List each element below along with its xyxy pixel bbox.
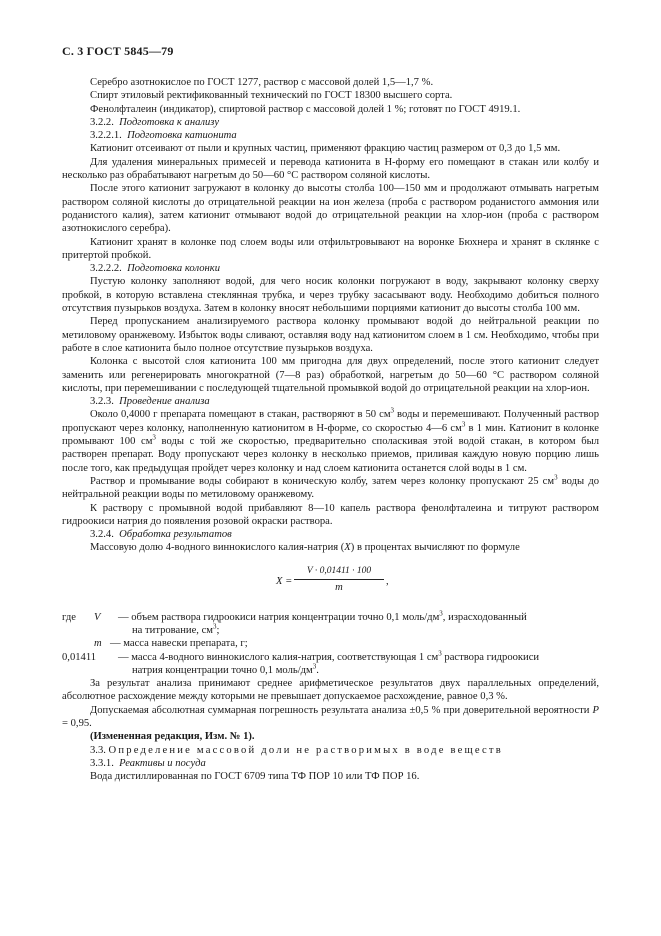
- paragraph: Перед пропусканием анализируемого раствора колонку промывают водой до нейтральной реакции по метиловому оранжевому. Избыток воды сливают, оставляя воду над катионитом слоем в 1 см. Необходимо, чтобы при работе в слое катионита было полное отсутствие пузырьков воздуха.: [62, 316, 599, 354]
- text-run: ) в процентах вычисляют по формуле: [350, 542, 520, 554]
- text-run: — объем раствора гидроокиси натрия концентрации точно 0,1 моль/дм: [118, 611, 440, 623]
- text-run: Массовую долю 4-водного виннокислого калия-натрия (: [90, 542, 345, 554]
- amendment-note: (Измененная редакция, Изм. № 1).: [90, 731, 255, 743]
- page-header: С. 3 ГОСТ 5845—79: [62, 44, 174, 58]
- paragraph: Катионит отсеивают от пыли и крупных частиц, применяют фракцию частиц размером от 0,3 до 1,5 мм.: [90, 143, 561, 155]
- legend-symbol: V: [94, 611, 101, 623]
- document-body: [62, 76, 599, 784]
- superscript: 3: [438, 649, 442, 658]
- section-number: 3.3.1.: [90, 757, 114, 769]
- paragraph: [62, 541, 599, 554]
- formula-numerator: V · 0,01411 · 100: [294, 565, 384, 580]
- text-run: Допускаемая абсолютная суммарная погрешность результата анализа ±0,5 % при доверительной вероятности: [90, 704, 593, 716]
- superscript: 3: [152, 433, 156, 442]
- section-title: Обработка результатов: [119, 529, 232, 541]
- legend-constant: 0,01411: [62, 651, 97, 663]
- paragraph: [62, 475, 599, 502]
- superscript: 3: [312, 662, 317, 671]
- paragraph: Фенолфталеин (индикатор), спиртовой раствор с массовой долей 1 %; готовят по ГОСТ 4919.1.: [90, 103, 521, 115]
- paragraph: Спирт этиловый ректификованный технический по ГОСТ 18300 высшего сорта.: [90, 90, 453, 102]
- section-number: 3.2.2.: [90, 116, 114, 128]
- section-title: Подготовка колонки: [127, 263, 220, 275]
- legend-row-m: [62, 637, 599, 650]
- legend-label: где: [62, 611, 76, 623]
- legend-row-v: [62, 611, 599, 638]
- text-run: раствора гидроокиси: [441, 651, 540, 663]
- section-title: Проведение анализа: [119, 396, 210, 408]
- text-run: — масса 4-водного виннокислого калия-натрия, соответствующая 1 см: [118, 651, 439, 663]
- text-run: Около 0,4000 г препарата помещают в стакан, растворяют в 50 см: [90, 409, 391, 421]
- section-title: Реактивы и посуда: [119, 757, 206, 769]
- section-number: 3.2.2.2.: [90, 263, 122, 275]
- section-title: Подготовка катионита: [127, 130, 237, 142]
- legend-row-const: [62, 651, 599, 678]
- text-run: в 1 мин. Катионит в колонке промывают 100 см: [62, 422, 600, 448]
- paragraph: Для удаления минеральных примесей и перевода катионита в Н-форму его помещают в стакан или колбу и несколько раз обрабатывают нагретым до 50—60 °С раствором соляной кислоты.: [62, 156, 599, 182]
- paragraph: Вода дистиллированная по ГОСТ 6709 типа ТФ ПОР 10 или ТФ ПОР 16.: [90, 771, 420, 783]
- paragraph: Колонка с высотой слоя катионита 100 мм пригодна для двух определений, после этого катионит следует заменить или регенерировать многократной (7—8 раз) обработкой, нагретым до 50—60 °С раствором соляной кислоты, при перемешивании с последующей тщательной промывкой водой до отрицательной реакции на хлор-ион.: [62, 356, 599, 394]
- paragraph: После этого катионит загружают в колонку до высоты столба 100—150 мм и продолжают отмывать нагретым раствором соляной кислоты до отрицательной реакции на ион железа (проба с раствором роданистого аммония или роданистого калия), затем катионит отмывают водой до отрицательной реакции на хлор-ион (проба с раствором азотнокислого серебра).: [62, 183, 599, 235]
- formula: [62, 561, 599, 605]
- paragraph: [62, 408, 599, 474]
- superscript: 3: [439, 609, 443, 618]
- formula-comma: ,: [386, 575, 389, 587]
- paragraph: [62, 704, 599, 731]
- text-run: — масса навески препарата, г;: [110, 638, 248, 650]
- formula-fraction: [294, 565, 384, 595]
- paragraph: Пустую колонку заполняют водой, для чего носик колонки погружают в воду, закрывают колонку сверху пробкой, в которую вставлена стеклянная трубка, и через трубку засасывают воду. Необходимо добиться полного отсутствия пузырьков воздуха. Затем в колонку вносят небольшими порциями катионит до высоты столба 100 мм.: [62, 276, 599, 315]
- paragraph: За результат анализа принимают среднее арифметическое результатов двух параллельных определений, абсолютное расхождение между которыми не превышает допускаемое расхождение, равное 0,3 %.: [62, 678, 599, 703]
- paragraph: Катионит хранят в колонке под слоем воды или отфильтровывают на воронке Бюхнера и хранят в склянке с притертой пробкой.: [62, 236, 599, 261]
- text-run: , израсходованный: [442, 611, 527, 623]
- symbol-p: P: [592, 704, 599, 716]
- text-run: ;: [216, 624, 220, 636]
- text-run: на титрование, см: [132, 624, 213, 636]
- section-number: 3.2.4.: [90, 529, 114, 541]
- section-heading-3-2-4: [62, 528, 599, 541]
- paragraph: К раствору с промывной водой прибавляют 8—10 капель раствора фенолфталеина и титруют раствором гидроокиси натрия до появления розовой окраски раствора.: [62, 502, 599, 527]
- text-run: воды с той же скоростью, предварительно споласкивая этой водой стакан, в котором был растворен препарат. Воду пропускают через колонку в несколько приемов, приливая каждую новую порцию лишь после того, как предыдущая пройдет через колонку и над слоем катионита останется слой воды в 1 см.: [62, 436, 599, 474]
- section-heading-3-2-2-2: [62, 262, 599, 275]
- text-run: Раствор и промывание воды собирают в коническую колбу, затем через колонку пропускают 25 см: [90, 475, 555, 487]
- text-run: натрия концентрации точно 0,1 моль/дм: [132, 664, 313, 676]
- text-run: воды до нейтральной реакции воды по метиловому оранжевому.: [62, 475, 599, 501]
- superscript: 3: [390, 406, 395, 415]
- formula-denominator: m: [335, 581, 343, 593]
- section-heading-3-2-3: [62, 395, 599, 408]
- section-title: Определение массовой доли не растворимых в воде веществ: [108, 744, 503, 756]
- text-run: .: [316, 664, 319, 676]
- superscript: 3: [554, 473, 558, 482]
- formula-lhs: X =: [276, 575, 293, 587]
- legend-symbol: m: [94, 638, 102, 650]
- section-heading-3-3: [62, 744, 599, 757]
- section-title: Подготовка к анализу: [119, 116, 220, 128]
- variable-legend: [62, 611, 599, 677]
- text-run: = 0,95.: [62, 718, 92, 730]
- superscript: 3: [212, 622, 217, 631]
- text-run: воды и перемешивают. Полученный раствор пропускают через колонку, наполненную катионитом в Н-форме, со скоростью 4—6 см: [62, 409, 599, 434]
- section-number: 3.2.2.1.: [90, 130, 122, 142]
- symbol-x: X: [344, 542, 351, 554]
- section-number: 3.2.3.: [90, 396, 114, 408]
- section-heading-3-2-2: [62, 116, 599, 129]
- section-number: 3.3.: [90, 744, 106, 756]
- section-heading-3-2-2-1: [62, 129, 599, 142]
- paragraph: Серебро азотнокислое по ГОСТ 1277, раствор с массовой долей 1,5—1,7 %.: [90, 77, 434, 88]
- section-heading-3-3-1: [62, 757, 599, 770]
- superscript: 3: [461, 420, 466, 429]
